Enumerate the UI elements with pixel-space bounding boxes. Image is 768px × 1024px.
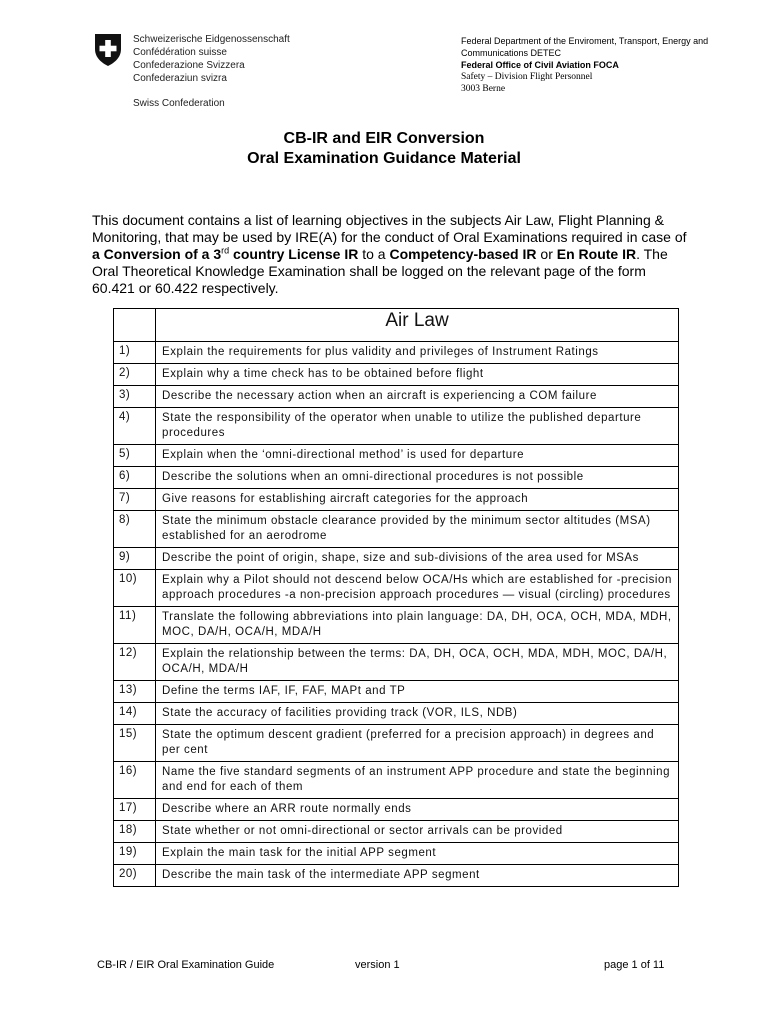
table-row — [114, 799, 679, 821]
objective-text: Explain the main task for the initial APP segment — [156, 843, 679, 865]
intro-paragraph — [92, 212, 692, 297]
table-header-row — [114, 309, 679, 342]
table-row — [114, 681, 679, 703]
objective-number: 5) — [114, 445, 156, 467]
objective-text: State whether or not omni-directional or sector arrivals can be provided — [156, 821, 679, 843]
objective-number: 18) — [114, 821, 156, 843]
table-row — [114, 725, 679, 762]
section-heading: Air Law — [156, 309, 679, 342]
intro-text-4: . The Oral Theoretical Knowledge Examination shall be logged on the relevant page of the form 60.421 or 60.422 respectively. — [92, 246, 668, 296]
objective-text: State the responsibility of the operator when unable to utilize the published departure procedures — [156, 408, 679, 445]
objective-text: Name the five standard segments of an instrument APP procedure and state the beginning and end for each of them — [156, 762, 679, 799]
intro-bold-3: En Route IR — [556, 246, 637, 262]
table-row — [114, 843, 679, 865]
intro-bold-1b: country License IR — [229, 246, 359, 262]
footer-doc-title: CB-IR / EIR Oral Examination Guide — [97, 959, 275, 971]
objective-text: State the minimum obstacle clearance provided by the minimum sector altitudes (MSA) established for an aerodrome — [156, 511, 679, 548]
table-row — [114, 467, 679, 489]
table-row — [114, 445, 679, 467]
logo-line-it: Confederazione Svizzera — [133, 60, 245, 71]
objective-number: 13) — [114, 681, 156, 703]
logo-line-rm: Confederaziun svizra — [133, 73, 227, 84]
logo-line-fr: Confédération suisse — [133, 47, 227, 58]
objective-text: State the accuracy of facilities providing track (VOR, ILS, NDB) — [156, 703, 679, 725]
intro-superscript: rd — [221, 245, 230, 256]
logo-subtitle: Swiss Confederation — [133, 98, 225, 109]
objective-text: Explain why a Pilot should not descend below OCA/Hs which are established for -precision approach procedures -a non-precision approach procedures — visual (circling) procedures — [156, 570, 679, 607]
objective-text: Explain the relationship between the terms: DA, DH, OCA, OCH, MDA, MDH, MOC, DA/H, OCA/H, MDA/H — [156, 644, 679, 681]
header-blank-cell — [114, 309, 156, 342]
table-row — [114, 821, 679, 843]
table-row — [114, 703, 679, 725]
table-row — [114, 386, 679, 408]
objective-text: Describe the necessary action when an aircraft is experiencing a COM failure — [156, 386, 679, 408]
footer-page-number: page 1 of 11 — [604, 959, 665, 971]
table-row — [114, 364, 679, 386]
dept-line-2: Communications DETEC — [461, 48, 562, 58]
table-row — [114, 865, 679, 887]
objective-text: Define the terms IAF, IF, FAF, MAPt and TP — [156, 681, 679, 703]
table-row — [114, 489, 679, 511]
objective-text: Give reasons for establishing aircraft categories for the approach — [156, 489, 679, 511]
logo-text-lines — [133, 33, 290, 85]
objective-text: Explain when the ‘omni-directional method’ is used for departure — [156, 445, 679, 467]
objective-number: 2) — [114, 364, 156, 386]
intro-bold-2: Competency-based IR — [389, 246, 537, 262]
objective-text: Describe the main task of the intermediate APP segment — [156, 865, 679, 887]
intro-text-2: to a — [358, 246, 390, 262]
objective-number: 20) — [114, 865, 156, 887]
objectives-table — [113, 308, 679, 887]
logo-line-de: Schweizerische Eidgenossenschaft — [133, 34, 290, 45]
intro-text-3: or — [536, 246, 557, 262]
objective-text: Describe where an ARR route normally ends — [156, 799, 679, 821]
table-row — [114, 644, 679, 681]
dept-line-1: Federal Department of the Enviroment, Transport, Energy and — [461, 36, 709, 46]
objective-number: 3) — [114, 386, 156, 408]
dept-line-3: Federal Office of Civil Aviation FOCA — [461, 60, 619, 70]
document-subtitle: Oral Examination Guidance Material — [247, 150, 521, 167]
swiss-shield-icon — [93, 33, 123, 67]
objective-number: 12) — [114, 644, 156, 681]
objective-text: Describe the solutions when an omni-directional procedures is not possible — [156, 467, 679, 489]
dept-line-4: Safety – Division Flight Personnel — [461, 72, 593, 82]
table-row — [114, 570, 679, 607]
objective-text: Describe the point of origin, shape, size and sub-divisions of the area used for MSAs — [156, 548, 679, 570]
objective-number: 17) — [114, 799, 156, 821]
department-address — [461, 35, 761, 95]
table-row — [114, 607, 679, 644]
objective-number: 10) — [114, 570, 156, 607]
objective-number: 11) — [114, 607, 156, 644]
objective-number: 6) — [114, 467, 156, 489]
objective-text: Translate the following abbreviations into plain language: DA, DH, OCA, OCH, MDA, MDH, MOC, DA/H, OCA/H, MDA/H — [156, 607, 679, 644]
objective-number: 1) — [114, 342, 156, 364]
objective-number: 16) — [114, 762, 156, 799]
table-row — [114, 511, 679, 548]
table-row — [114, 408, 679, 445]
objective-number: 4) — [114, 408, 156, 445]
intro-bold-1: a Conversion of a 3 — [92, 246, 222, 262]
objective-number: 15) — [114, 725, 156, 762]
table-row — [114, 548, 679, 570]
table-row — [114, 342, 679, 364]
objective-number: 14) — [114, 703, 156, 725]
table-row — [114, 762, 679, 799]
dept-line-5: 3003 Berne — [461, 84, 506, 94]
objective-number: 8) — [114, 511, 156, 548]
objective-number: 7) — [114, 489, 156, 511]
swiss-confederation-logo — [93, 33, 293, 113]
intro-text-1: This document contains a list of learning objectives in the subjects Air Law, Flight Planning & Monitoring, that may be used by IRE(A) for the conduct of Oral Examinations required in case of — [92, 212, 687, 245]
objective-number: 9) — [114, 548, 156, 570]
document-title: CB-IR and EIR Conversion — [283, 130, 485, 147]
objective-text: State the optimum descent gradient (preferred for a precision approach) in degrees and per cent — [156, 725, 679, 762]
objective-number: 19) — [114, 843, 156, 865]
objective-text: Explain the requirements for plus validity and privileges of Instrument Ratings — [156, 342, 679, 364]
objective-text: Explain why a time check has to be obtained before flight — [156, 364, 679, 386]
footer-version: version 1 — [355, 959, 400, 971]
